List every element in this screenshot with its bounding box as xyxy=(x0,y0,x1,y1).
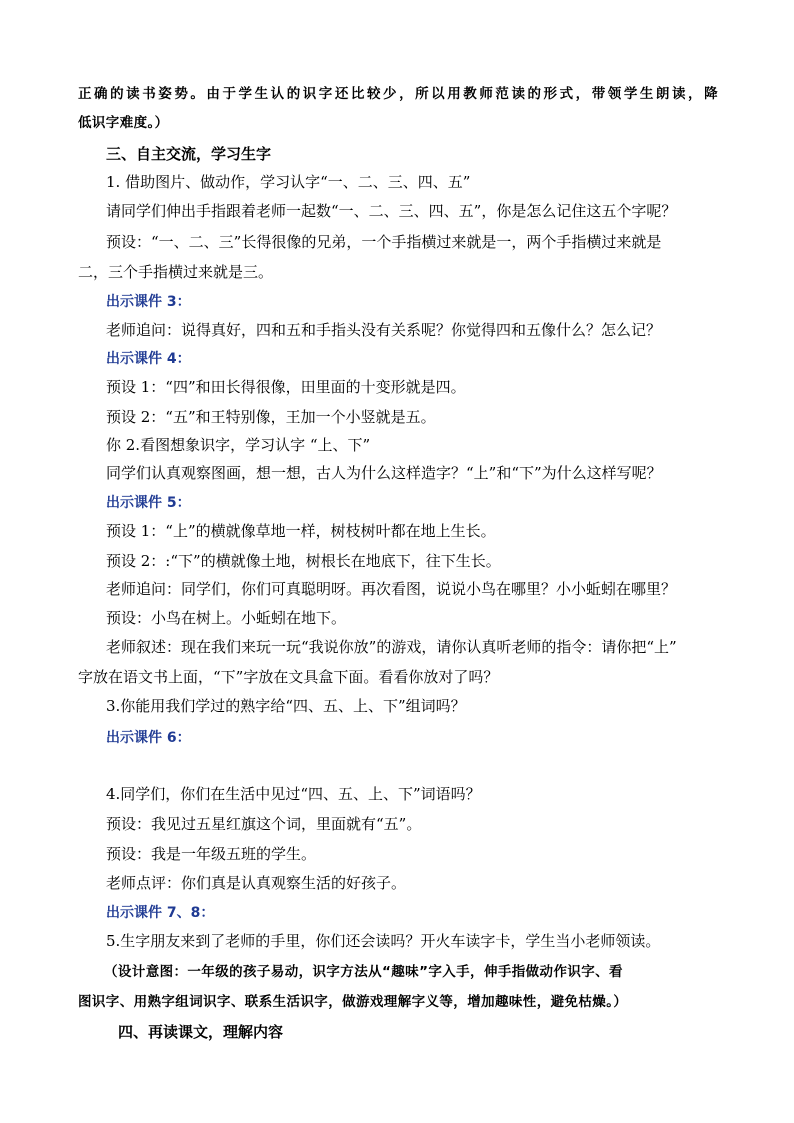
section-heading: 三、自主交流，学习生字 xyxy=(106,145,272,163)
courseware-label: 出示课件 5： xyxy=(106,495,191,511)
design-intent-note: （设计意图：一年级的孩子易动，识字方法从“趣味”字入手，伸手指做动作识字、看 xyxy=(104,964,623,980)
text-line: 预设 1：“四”和田长得很像，田里面的十变形就是四。 xyxy=(106,378,466,396)
text-line: 4.同学们，你们在生活中见过“四、五、上、下”词语吗？ xyxy=(106,785,481,803)
text-line: 老师追问：同学们，你们可真聪明呀。再次看图，说说小鸟在哪里？小小蚯蚓在哪里？ xyxy=(106,580,677,598)
text-line: 预设：“一、二、三”长得很像的兄弟，一个手指横过来就是一，两个手指横过来就是 xyxy=(106,233,662,251)
text-line: 3.你能用我们学过的熟字给“四、五、上、下”组词吗？ xyxy=(106,697,466,715)
text-line: 正确的读书姿势。由于学生认的识字还比较少，所以用教师范读的形式，带领学生朗读，降 xyxy=(78,86,718,102)
text-line: 预设：小鸟在树上。小蚯蚓在地下。 xyxy=(106,609,347,627)
courseware-label: 出示课件 6： xyxy=(106,730,191,746)
text-line: 预设 2：“五”和王特别像，王加一个小竖就是五。 xyxy=(106,408,436,426)
text-line: 预设 1：“上”的横就像草地一样，树枝树叶都在地上生长。 xyxy=(106,522,496,540)
text-line: 老师追问：说得真好，四和五和手指头没有关系呢？你觉得四和五像什么？怎么记？ xyxy=(106,321,662,339)
design-intent-note: 图识字、用熟字组词识字、联系生活识字，做游戏理解字义等，增加趣味性，避免枯燥。） xyxy=(78,994,628,1010)
courseware-label: 出示课件 7、8： xyxy=(106,905,215,921)
text-line: 老师点评：你们真是认真观察生活的好孩子。 xyxy=(106,874,407,892)
text-line: 1. 借助图片、做动作，学习认字“一、二、三、四、五” xyxy=(106,173,471,191)
text-line: 二，三个手指横过来就是三。 xyxy=(78,263,274,281)
text-line: 5.生字朋友来到了老师的手里，你们还会读吗？开火车读字卡，学生当小老师领读。 xyxy=(106,932,661,950)
courseware-label: 出示课件 3： xyxy=(106,294,191,310)
text-line: 预设：我是一年级五班的学生。 xyxy=(106,845,317,863)
text-line: 请同学们伸出手指跟着老师一起数“一、二、三、四、五”，你是怎么记住这五个字呢？ xyxy=(106,202,677,220)
text-line: 老师叙述：现在我们来玩一玩“我说你放”的游戏，请你认真听老师的指令：请你把“上” xyxy=(106,638,677,656)
section-heading: 四、再读课文，理解内容 xyxy=(118,1023,284,1041)
text-line: 预设 2：:“下”的横就像土地，树根长在地底下，往下生长。 xyxy=(106,552,501,570)
text-line: 字放在语文书上面，“下”字放在文具盒下面。看看你放对了吗？ xyxy=(78,668,499,686)
text-line: 低识字难度。） xyxy=(78,115,169,131)
text-line: 同学们认真观察图画，想一想，古人为什么这样造字？“上”和“下”为什么这样写呢？ xyxy=(106,464,662,482)
text-line: 预设：我见过五星红旗这个词，里面就有“五”。 xyxy=(106,815,422,833)
courseware-label: 出示课件 4： xyxy=(106,351,191,367)
text-line: 你 2.看图想象识字，学习认字 “上、下” xyxy=(106,436,371,454)
